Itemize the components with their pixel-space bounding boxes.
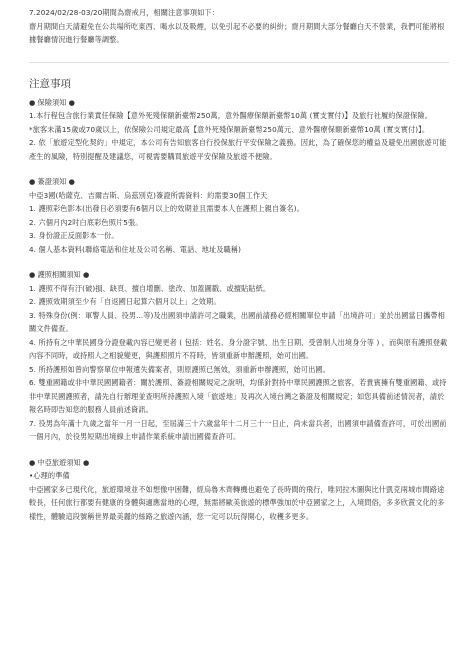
passport-section xyxy=(29,268,449,444)
notice-heading: 注意事項 xyxy=(29,77,71,90)
visa-para-1: 1. 護照彩色影本(出發日必須要有6個月以上的效期並且需要本人在護照上親自簽名)。 xyxy=(29,204,304,213)
central-asia-section xyxy=(29,456,449,524)
insurance-title: ● 保險須知 ● xyxy=(29,97,75,107)
passport-para-1: 1. 護照不得有汙(破)損、缺頁、擅自增刪、塗改、加蓋圖戳、或擅貼貼紙。 xyxy=(29,283,271,293)
insurance-para-3: 2. 依「旅遊定型化契約」中規定，本公司有告知旅客自行投保旅行平安保險之義務。因此，為了確保您的權益及避免出國旅遊可能產生的風險，特別提醒及建議您，可視需要購買旅遊平安保險及旅遊不便險。 xyxy=(29,138,447,161)
visa-para-3: 3. 身份證正反面影本一份。 xyxy=(29,231,119,240)
passport-title: ● 護照相關須知 ● xyxy=(29,270,90,279)
intro-line-1: 7.2024/02/28-03/20期間為齋戒月，相關注意事項如下： xyxy=(29,8,219,17)
insurance-para-2: *旅客未滿15歲或70歲以上，依保險公司規定最高【意外死殘保額新臺幣250萬元、意外醫療保額新臺幣10萬 (實支實付)】。 xyxy=(29,124,430,134)
passport-para-5: 5. 所持護照如曾向警察單位申報遺失備案者，則原護照已無效，須重新申辦護照，始可出國。 xyxy=(29,364,330,374)
spacer xyxy=(29,256,449,268)
central-asia-title: ● 中亞旅遊須知 ● xyxy=(29,457,90,467)
insurance-section xyxy=(29,96,449,164)
passport-para-6: 6. 雙重國籍或非中華民國國籍者：關於護照、簽證相關規定之說明，均係針對持中華民國護照之旅客，若貴賓擁有雙重國籍、或持非中華民國護照者，請先自行辦理並查明所持護照入境「旅遊地」及再次入境台灣之簽證及相關規定；如您具備前述情況者，請於報名時即告知您的服務人員前述資訊。 xyxy=(29,378,447,414)
visa-title: ● 簽證須知 ● xyxy=(29,177,75,186)
passport-para-3: 3. 特殊身份(例：軍警人員、役男...等)及出國須申請許可之職業，出國前請務必經相關單位申請「出境許可」並於出國當日攜帶相關文件備查。 xyxy=(29,310,445,333)
intro-line-2: 齋月期間白天請避免在公共場所吃東西、喝水以及吸煙，以免引起不必要的糾紛；齋月期間大部分餐廳白天不營業，我們可能將根據餐廳情況進行餐廳等調整。 xyxy=(29,21,445,44)
central-asia-para-1: 中亞國家多已現代化，旅遊環境並不如想像中困難，經烏魯木齊轉機也避免了長時間的飛行，唯同拉木圖與比什凱克兩城市間路途較長，任何旅行都要有健康的身體與適應當地的心理，無需將歐美旅遊的標準強加於中亞國家之上，入境問俗，多多欣賞文化的多樣性，體驗這段號稱世界最美麗的絲路之旅遊內涵，您一定可以玩得開心，收穫多更多。 xyxy=(29,484,445,521)
visa-section xyxy=(29,175,449,256)
central-asia-subtitle: •心理的準備 xyxy=(29,471,70,480)
section-divider xyxy=(29,62,449,63)
ramadan-intro xyxy=(29,6,449,47)
spacer xyxy=(29,444,449,456)
passport-para-4: 4. 所持有之中華民國身分證登載內容已變更者 ( 包括：姓名、身分證字號、出生日期、受曾制人出境身分等 ) ，而與原有護照登載內容不同時，或持照人之相貌變更，與護照照片不符時，皆須重新申辦護照，始可出國。 xyxy=(29,337,448,360)
visa-para-2: 2. 六個月內2吋白底彩色照片5張。 xyxy=(29,217,143,227)
visa-para-4: 4. 個人基本資料(聯絡電話和住址及公司名稱、電話、地址及職稱) xyxy=(29,244,242,254)
passport-para-2: 2. 護照效期須至少有「自返國日起算六個月以上」之效期。 xyxy=(29,297,221,306)
spacer xyxy=(29,163,449,175)
passport-para-7: 7. 役男為年滿十九歲之當年一月一日起，至屆滿三十六歲當年十二月三十一日止，尚未當兵者，出國須申請備查許可，可於出國前一個月內，於役男短期出境線上申請作業系統申請出國備查許可。 xyxy=(29,418,447,441)
insurance-para-1: 1.本行程包含旅行業責任保險【意外死殘保額新臺幣250萬，意外醫療保額新臺幣10萬 (實支實付)】及旅行社履約保證保險。 xyxy=(29,111,432,120)
visa-para-0: 中亞3國(哈薩克、吉爾吉斯、烏茲別克)簽證所需資料：約需要30個工作天 xyxy=(29,190,268,200)
